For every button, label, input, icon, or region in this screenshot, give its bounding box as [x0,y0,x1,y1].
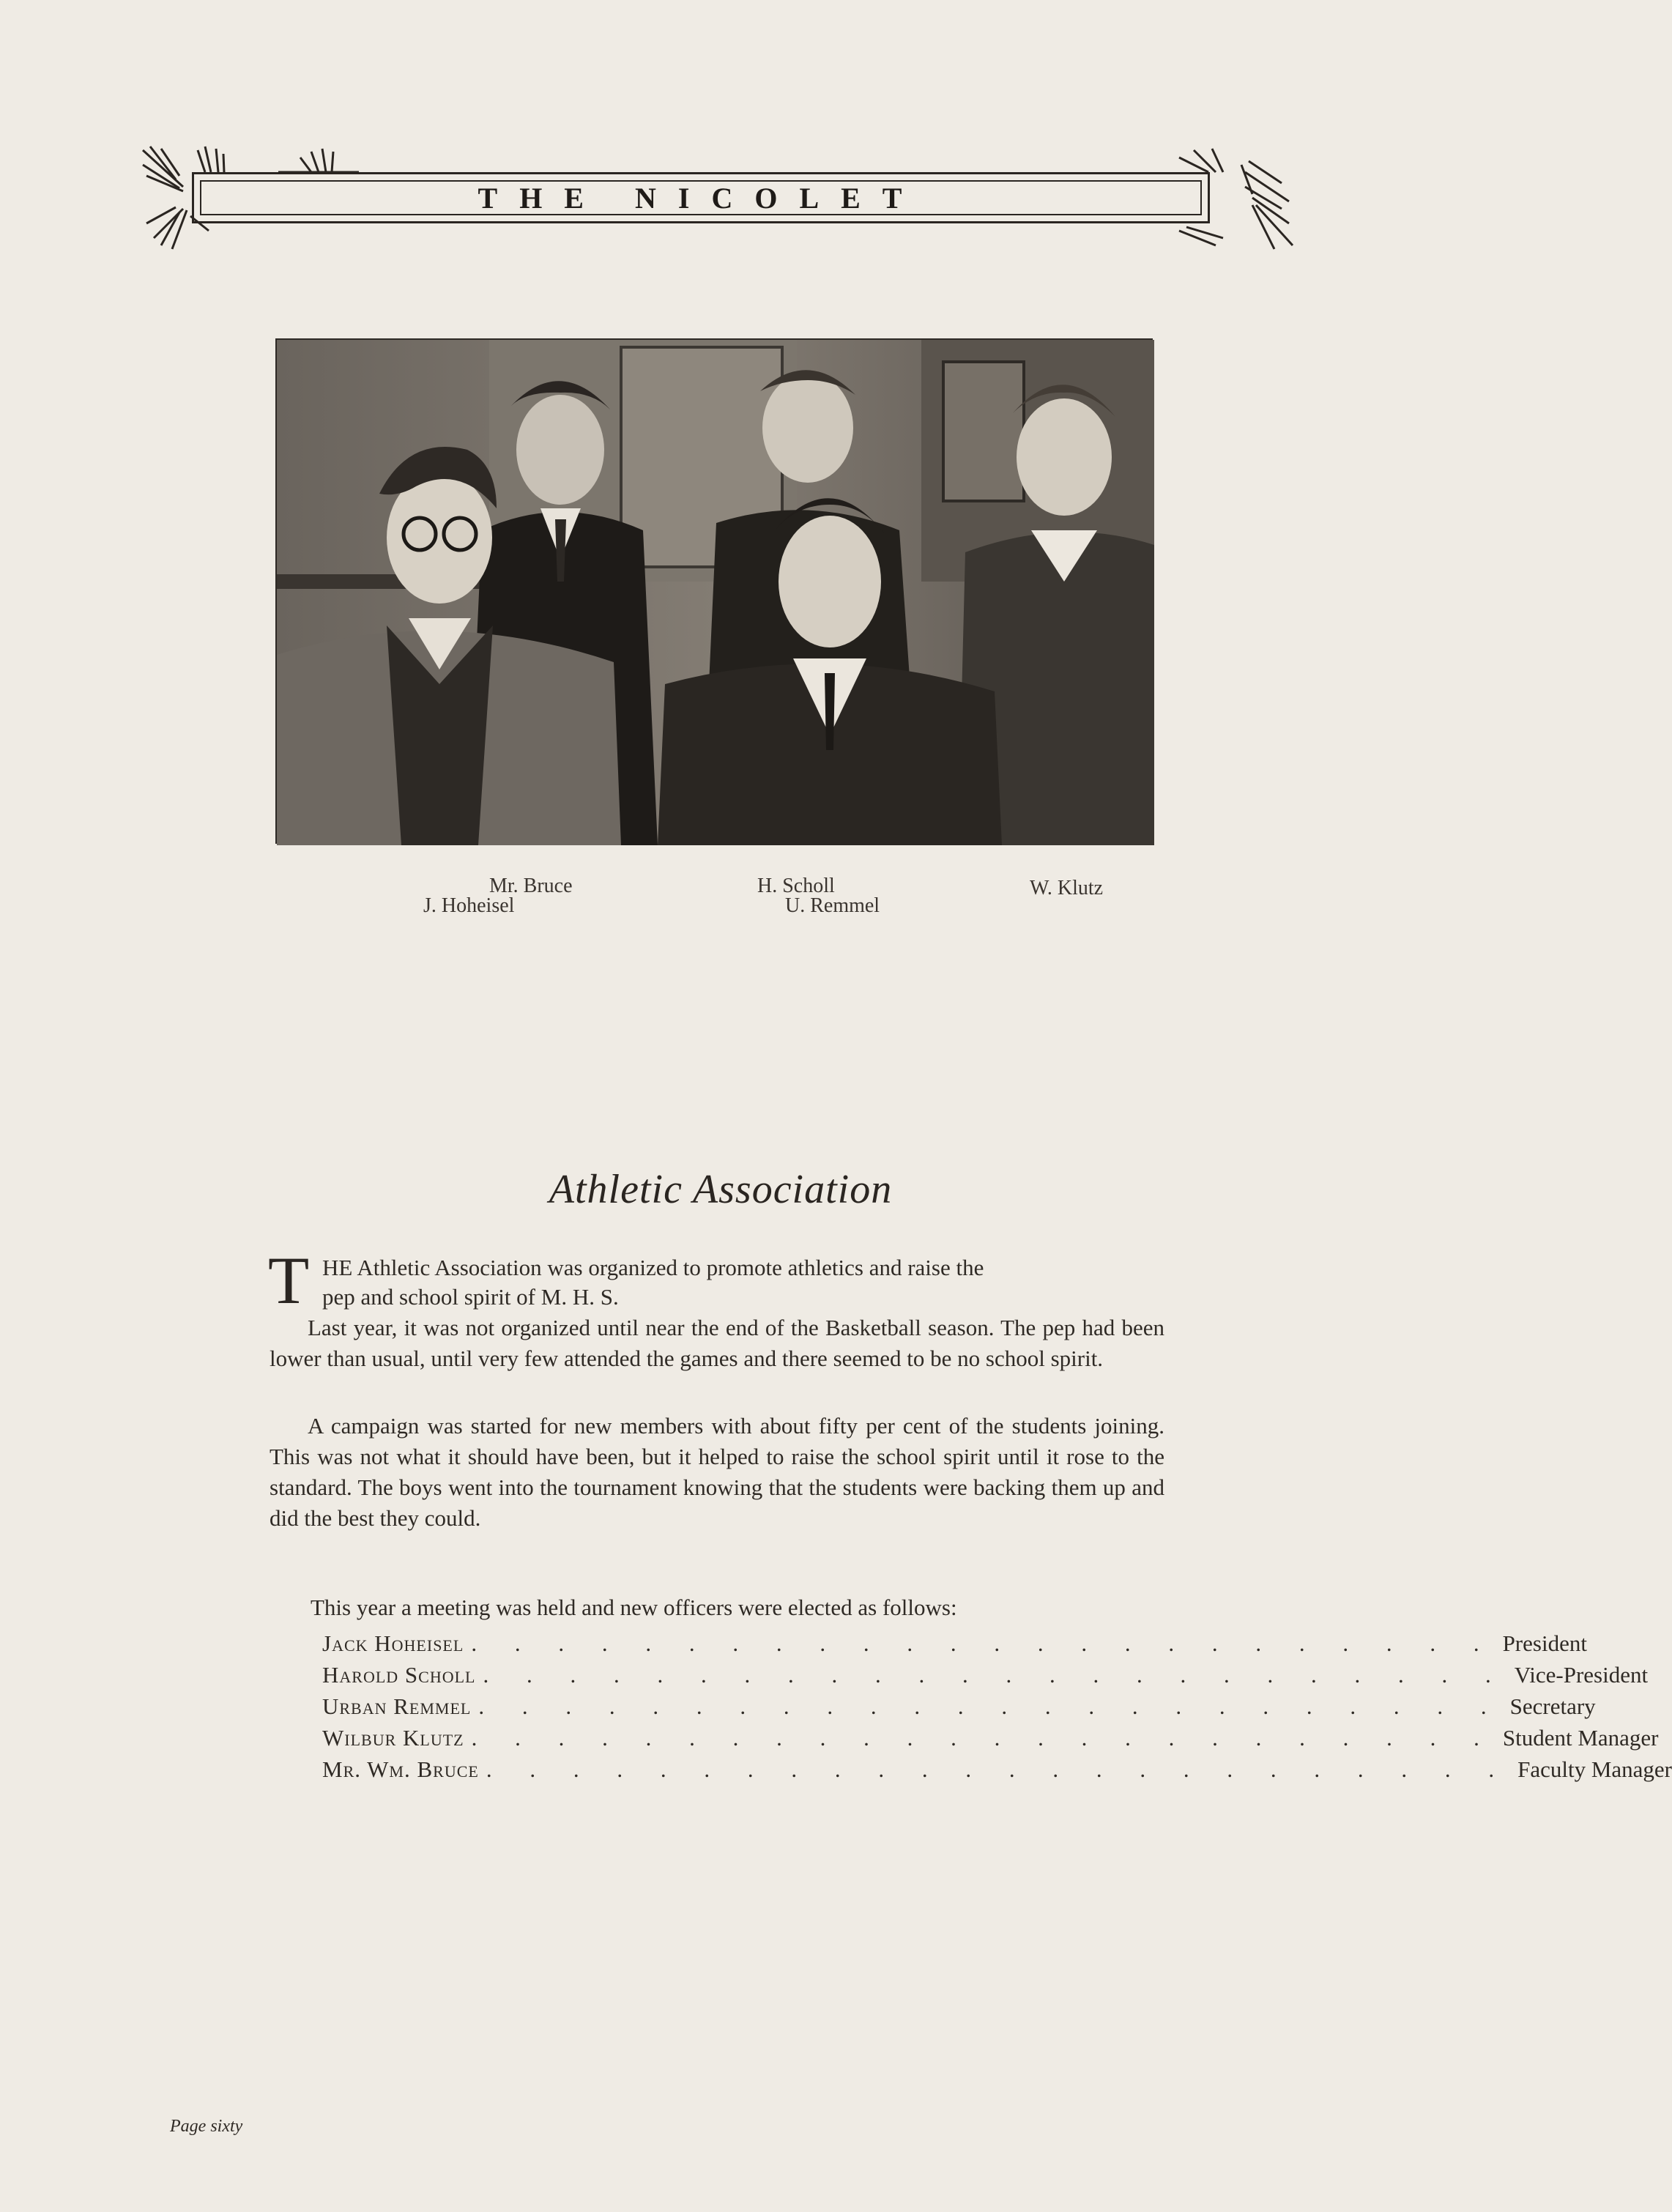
officer-name: Urban Remmel [322,1693,472,1719]
leader-dots: . . . . . . . . . . . . . . . . . . . . . . . . [478,1693,1503,1719]
caption-h-scholl: H. Scholl [757,875,835,897]
caption-mr-bruce: Mr. Bruce [489,875,573,897]
leader-dots: . . . . . . . . . . . . . . . . . . . . . . . . [483,1662,1507,1688]
caption-j-hoheisel: J. Hoheisel [423,894,515,917]
article-title: Athletic Association [549,1167,893,1212]
officer-row [322,1630,1587,1662]
officer-row [322,1662,1649,1693]
leader-dots: . . . . . . . . . . . . . . . . . . . . . . . . [471,1630,1495,1656]
officers-list [322,1630,1672,1788]
paragraph-4: This year a meeting was held and new officers were elected as follows: [311,1595,957,1620]
officer-name: Harold Scholl [322,1662,476,1688]
page-number: Page sixty [170,2117,243,2136]
officer-title: Student Manager [1502,1725,1659,1751]
caption-u-remmel: U. Remmel [785,894,880,917]
paragraph-1-line-1: HE Athletic Association was organized to promote athletics and raise the [322,1255,984,1280]
paragraph-1-line-2: pep and school spirit of M. H. S. [322,1284,619,1310]
page-header-title: THE NICOLET [478,181,924,215]
leader-dots: . . . . . . . . . . . . . . . . . . . . . . . . [471,1725,1495,1751]
officer-row [322,1756,1672,1788]
officer-row [322,1693,1596,1725]
officer-title: Vice-President [1514,1662,1649,1688]
group-photograph [275,338,1153,844]
officer-name: Jack Hoheisel [322,1630,464,1656]
leader-dots: . . . . . . . . . . . . . . . . . . . . . . . . [486,1756,1511,1782]
officer-name: Wilbur Klutz [322,1725,464,1751]
officer-name: Mr. Wm. Bruce [322,1756,479,1782]
officer-title: Faculty Manager [1517,1756,1672,1782]
caption-w-klutz: W. Klutz [1030,877,1104,899]
officer-title: President [1502,1630,1587,1656]
drop-cap: T [268,1243,310,1318]
paragraph-2: Last year, it was not organized until near the end of the Basketball season. The pep had been lower than usual, until very few attended the games and there seemed to be no school spirit. [270,1315,1164,1371]
officer-title: Secretary [1509,1693,1596,1719]
officer-row [322,1725,1659,1756]
photo-illustration [277,340,1154,845]
paragraph-3: A campaign was started for new members with about fifty per cent of the students joining. This was not what it should have been, but it helped to raise the school spirit until it rose to the standard. The boys went into the tournament knowing that the students were backing them up and did the best they could. [270,1413,1164,1531]
header-banner [139,143,1296,253]
